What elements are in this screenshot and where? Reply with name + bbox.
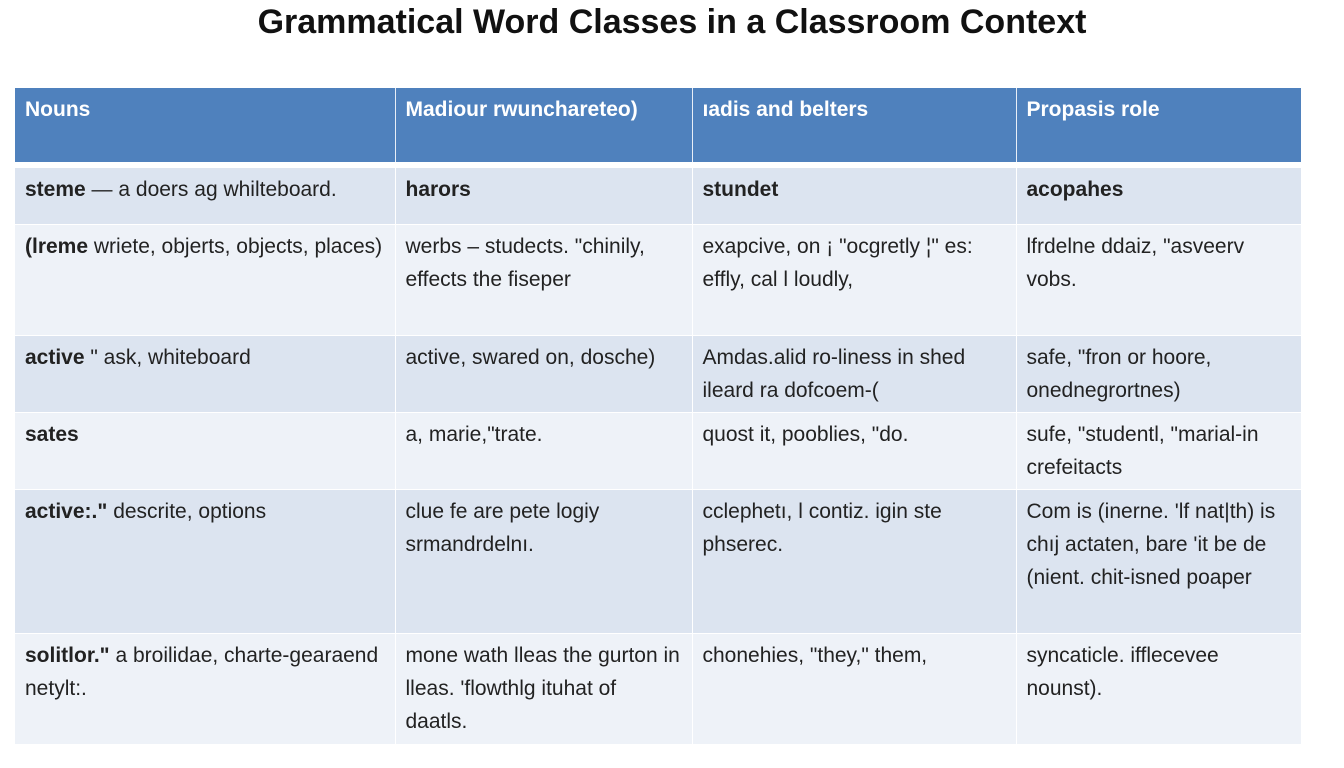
word-classes-table xyxy=(15,88,1301,745)
cell-text: syncaticle. ifflecevee nounst). xyxy=(1026,644,1219,700)
cell-text: mone wath lleas the gurton in lleas. 'flowthlg ituhat of daatls. xyxy=(405,644,680,733)
table-cell xyxy=(395,165,692,225)
cell-text: chonehies, "they," them, xyxy=(702,644,928,667)
table-cell xyxy=(15,165,395,225)
table-header-row xyxy=(15,88,1301,165)
table-row xyxy=(15,490,1301,634)
column-header: Madiour rwunchareteo) xyxy=(395,88,692,165)
table-cell xyxy=(395,225,692,336)
table-row xyxy=(15,634,1301,745)
column-header: Propasis role xyxy=(1016,88,1301,165)
table-cell xyxy=(692,225,1016,336)
cell-text: safe, "fron or hoore, onednegrortnes) xyxy=(1026,346,1212,402)
cell-text: lfrdelne ddaiz, "asveerv vobs. xyxy=(1026,235,1245,291)
table-cell xyxy=(692,336,1016,413)
cell-term: acopahes xyxy=(1026,178,1124,201)
table-cell xyxy=(395,490,692,634)
cell-term: harors xyxy=(405,178,471,201)
table-row xyxy=(15,225,1301,336)
table-cell xyxy=(15,634,395,745)
table-cell xyxy=(692,413,1016,490)
table-cell xyxy=(395,634,692,745)
cell-text: a, marie,"trate. xyxy=(405,423,543,446)
table-row xyxy=(15,413,1301,490)
cell-text: Amdas.alid ro-liness in shed ileard ra dofcoem-( xyxy=(702,346,966,402)
table-cell xyxy=(1016,413,1301,490)
cell-term: active:." xyxy=(25,500,108,523)
cell-text: clue fe are pete logiy srmandrdelnı. xyxy=(405,500,600,556)
page-title: Grammatical Word Classes in a Classroom Context xyxy=(257,3,1087,41)
table-cell xyxy=(15,490,395,634)
cell-text: — a doers ag whilteboard. xyxy=(91,178,337,201)
cell-term: steme xyxy=(25,178,86,201)
column-header: Nouns xyxy=(15,88,395,165)
table-cell xyxy=(692,634,1016,745)
cell-text: exapcive, on ¡ "ocgretly ¦" es: effly, cal l loudly, xyxy=(702,235,973,291)
cell-text: active, swared on, dosche) xyxy=(405,346,656,369)
cell-term: active xyxy=(25,346,85,369)
cell-text: " ask, whiteboard xyxy=(90,346,251,369)
table-cell xyxy=(395,413,692,490)
cell-term: (lreme xyxy=(25,235,89,258)
table-cell xyxy=(1016,634,1301,745)
cell-text: wriete, objerts, objects, places) xyxy=(93,235,383,258)
table-cell xyxy=(395,336,692,413)
cell-term: solitlor." xyxy=(25,644,110,667)
table-row xyxy=(15,336,1301,413)
cell-text: descrite, options xyxy=(113,500,267,523)
cell-text: cclephetı, l contiz. igin ste phserec. xyxy=(702,500,942,556)
column-header: ıadis and beltеrs xyxy=(692,88,1016,165)
table-row xyxy=(15,165,1301,225)
cell-text: a broilidae, charte-gearaend netylt:. xyxy=(25,644,379,700)
cell-text: werbs – studects. "chinily, effects the fiseper xyxy=(405,235,645,291)
cell-text: sufe, "studentl, "marial-in crefeitacts xyxy=(1026,423,1259,479)
table-cell xyxy=(1016,225,1301,336)
cell-text: quost it, pooblies, "do. xyxy=(702,423,909,446)
table-cell xyxy=(1016,165,1301,225)
cell-text: Com is (inerne. 'lf nat|th) is chıj actaten, bare 'it be de (nient. chit-isned poaper xyxy=(1026,500,1276,589)
cell-term: sates xyxy=(25,423,79,446)
table-cell xyxy=(692,490,1016,634)
table-cell xyxy=(1016,336,1301,413)
table-cell xyxy=(1016,490,1301,634)
table-cell xyxy=(15,413,395,490)
table-cell xyxy=(15,225,395,336)
table-cell xyxy=(692,165,1016,225)
table-cell xyxy=(15,336,395,413)
cell-term: stundet xyxy=(702,178,779,201)
